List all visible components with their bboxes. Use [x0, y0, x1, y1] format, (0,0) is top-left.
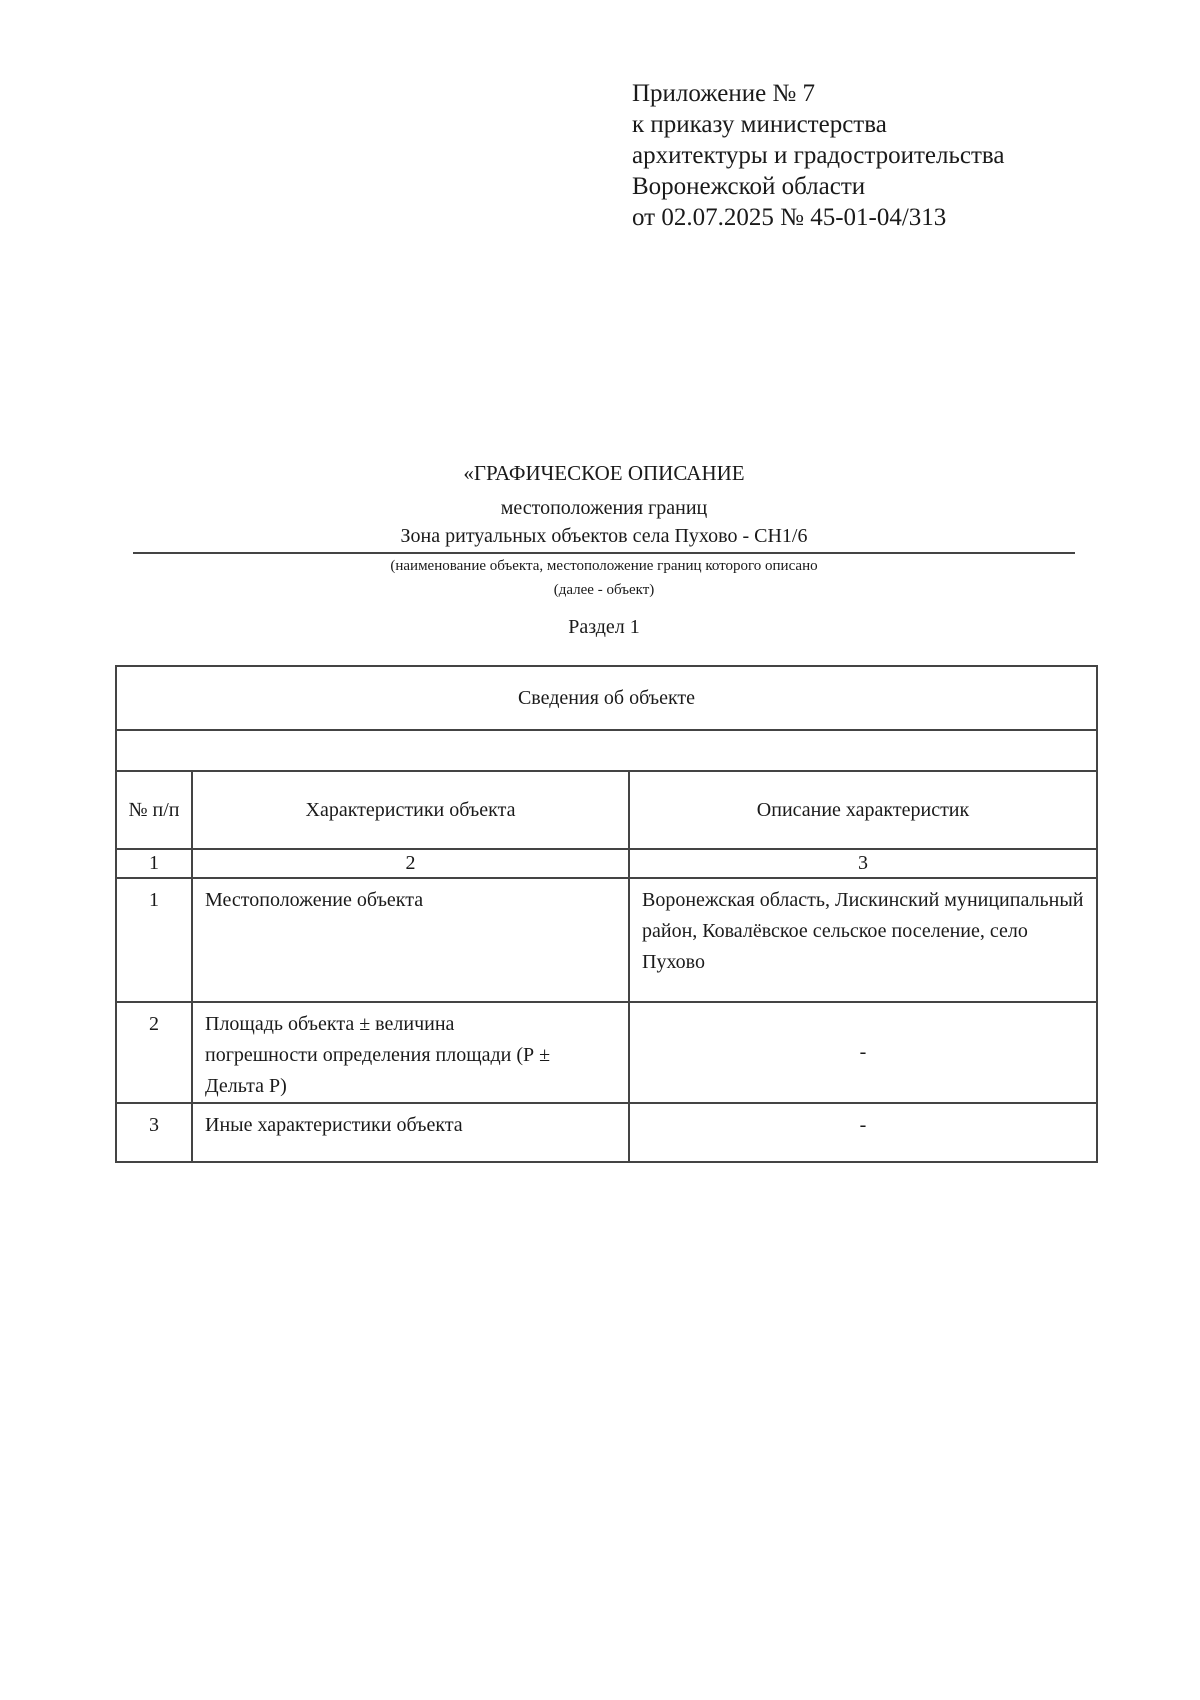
appendix-line: Приложение № 7: [632, 80, 816, 107]
object-info-table: [115, 665, 1098, 1163]
table-row: [116, 878, 1097, 1002]
row-number: 3: [116, 1103, 192, 1162]
title-block: [133, 460, 1075, 640]
header-characteristics: Характеристики объекта: [192, 771, 629, 849]
hint-text-line1: (наименование объекта, местоположение границ которого описано: [390, 558, 818, 574]
document-subtitle: местоположения границ: [500, 497, 708, 519]
table-empty-row: [116, 730, 1097, 771]
col-number: 2: [192, 849, 629, 878]
row-number: 1: [116, 878, 192, 1002]
row-number: 2: [116, 1002, 192, 1103]
appendix-line: к приказу министерства: [632, 111, 887, 138]
hint-text-line2: (далее - объект): [553, 582, 655, 598]
table-row: [116, 1002, 1097, 1103]
row-characteristic: Местоположение объекта: [192, 878, 629, 1002]
object-name: Зона ритуальных объектов села Пухово - СН1/6: [400, 525, 808, 547]
section-label: Раздел 1: [568, 616, 640, 638]
col-number: 1: [116, 849, 192, 878]
row-characteristic: Иные характеристики объекта: [192, 1103, 629, 1162]
row-characteristic: Площадь объекта ± величина погрешности определения площади (Р ± Дельта Р): [192, 1002, 629, 1103]
header-num: № п/п: [116, 771, 192, 849]
appendix-line: от 02.07.2025 № 45-01-04/313: [632, 204, 947, 231]
document-title: «ГРАФИЧЕСКОЕ ОПИСАНИЕ: [463, 461, 745, 485]
table-row: [116, 1103, 1097, 1162]
appendix-block: [632, 78, 1004, 233]
row-description: -: [629, 1103, 1097, 1162]
appendix-line: Воронежской области: [632, 173, 866, 200]
appendix-line: архитектуры и градостроительства: [632, 142, 1005, 169]
header-description: Описание характеристик: [629, 771, 1097, 849]
table-caption: Сведения об объекте: [116, 666, 1097, 730]
col-number: 3: [629, 849, 1097, 878]
row-description: Воронежская область, Лискинский муниципальный район, Ковалёвское сельское поселение, село Пухово: [629, 878, 1097, 1002]
row-description: -: [629, 1002, 1097, 1103]
